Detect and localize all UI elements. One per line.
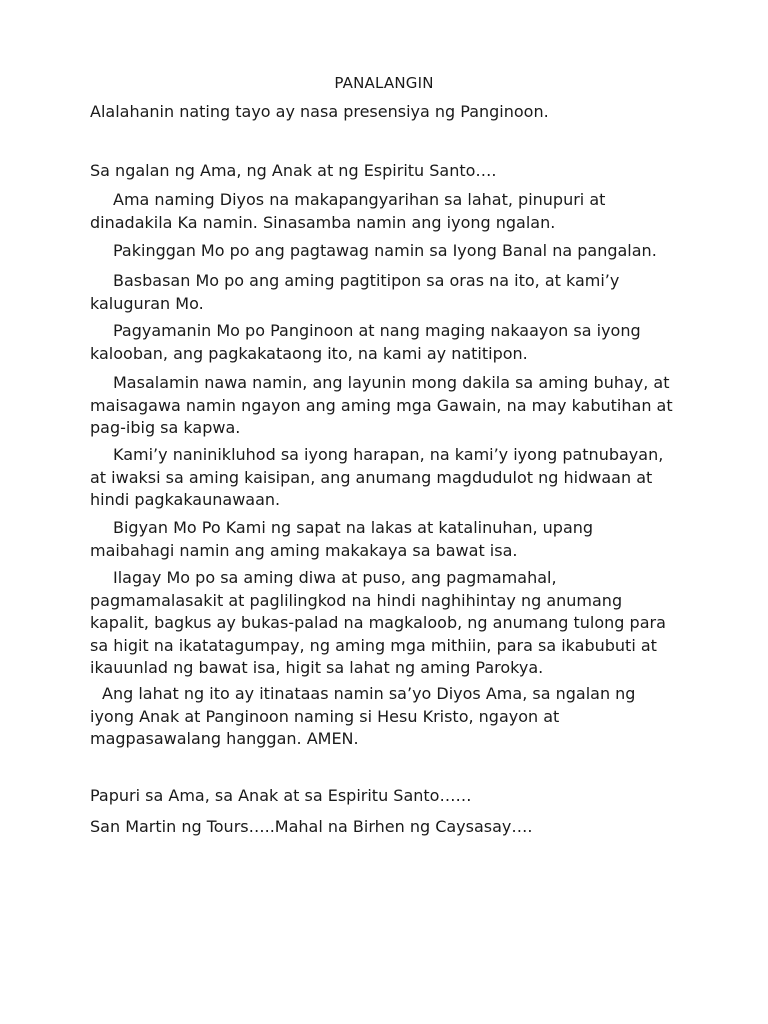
sign-of-cross-line: Sa ngalan ng Ama, ng Anak at ng Espiritu Santo…. bbox=[90, 161, 497, 180]
prayer-paragraph-3 bbox=[90, 270, 690, 315]
prayer-paragraph-2 bbox=[90, 240, 690, 263]
paragraph-line: pag-ibig sa kapwa. bbox=[90, 418, 241, 437]
prayer-paragraph-6 bbox=[90, 444, 690, 512]
prayer-paragraph-9 bbox=[90, 683, 690, 751]
paragraph-line: dinadakila Ka namin. Sinasamba namin ang iyong ngalan. bbox=[90, 212, 556, 232]
paragraph-line: pagmamalasakit at paglilingkod na hindi naghihintay ng anumang bbox=[90, 590, 623, 610]
closing-line: San Martin ng Tours…..Mahal na Birhen ng Caysasay…. bbox=[90, 817, 533, 836]
intro-line: Alalahanin nating tayo ay nasa presensiya ng Panginoon. bbox=[90, 102, 549, 121]
paragraph-line: ikauunlad ng bawat isa, higit sa lahat ng aming Parokya. bbox=[90, 658, 544, 677]
prayer-paragraph-5 bbox=[90, 372, 690, 440]
document-title: PANALANGIN bbox=[334, 74, 434, 92]
paragraph-line: Ang lahat ng ito ay itinataas namin sa’yo Diyos Ama, sa ngalan ng bbox=[102, 684, 636, 703]
paragraph-line: hindi pagkakaunawaan. bbox=[90, 490, 281, 509]
prayer-paragraph-8 bbox=[90, 567, 690, 680]
paragraph-line: Pakinggan Mo po ang pagtawag namin sa Iyong Banal na pangalan. bbox=[113, 241, 657, 260]
doxology-line: Papuri sa Ama, sa Anak at sa Espiritu Santo…… bbox=[90, 786, 472, 805]
paragraph-line: sa higit na ikatatagumpay, ng aming mga mithiin, para sa ikabubuti at bbox=[90, 635, 657, 655]
paragraph-line: kalooban, ang pagkakataong ito, na kami ay natitipon. bbox=[90, 343, 528, 363]
paragraph-line: Kami’y naninikluhod sa iyong harapan, na kami’y iyong patnubayan, bbox=[113, 445, 664, 464]
prayer-paragraph-7 bbox=[90, 517, 690, 562]
paragraph-line: kaluguran Mo. bbox=[90, 293, 204, 313]
paragraph-line: kapalit, bagkus ay bukas-palad na magkaloob, ng anumang tulong para bbox=[90, 613, 666, 632]
paragraph-line: at iwaksi sa aming kaisipan, ang anumang magdudulot ng hidwaan at bbox=[90, 467, 653, 487]
paragraph-line: Ama naming Diyos na makapangyarihan sa lahat, pinupuri at bbox=[113, 190, 606, 209]
paragraph-line: magpasawalang hanggan. AMEN. bbox=[90, 729, 359, 748]
paragraph-line: Bigyan Mo Po Kami ng sapat na lakas at katalinuhan, upang bbox=[113, 518, 594, 537]
paragraph-line: iyong Anak at Panginoon naming si Hesu Kristo, ngayon at bbox=[90, 706, 560, 726]
paragraph-line: Basbasan Mo po ang aming pagtitipon sa oras na ito, at kami’y bbox=[113, 271, 620, 290]
prayer-paragraph-4 bbox=[90, 320, 690, 365]
paragraph-line: Pagyamanin Mo po Panginoon at nang maging nakaayon sa iyong bbox=[113, 321, 641, 340]
prayer-paragraph-1 bbox=[90, 189, 690, 234]
paragraph-line: maibahagi namin ang aming makakaya sa bawat isa. bbox=[90, 540, 518, 560]
paragraph-line: Masalamin nawa namin, ang layunin mong dakila sa aming buhay, at bbox=[113, 373, 670, 392]
paragraph-line: maisagawa namin ngayon ang aming mga Gawain, na may kabutihan at bbox=[90, 395, 673, 415]
paragraph-line: Ilagay Mo po sa aming diwa at puso, ang pagmamahal, bbox=[113, 568, 557, 587]
